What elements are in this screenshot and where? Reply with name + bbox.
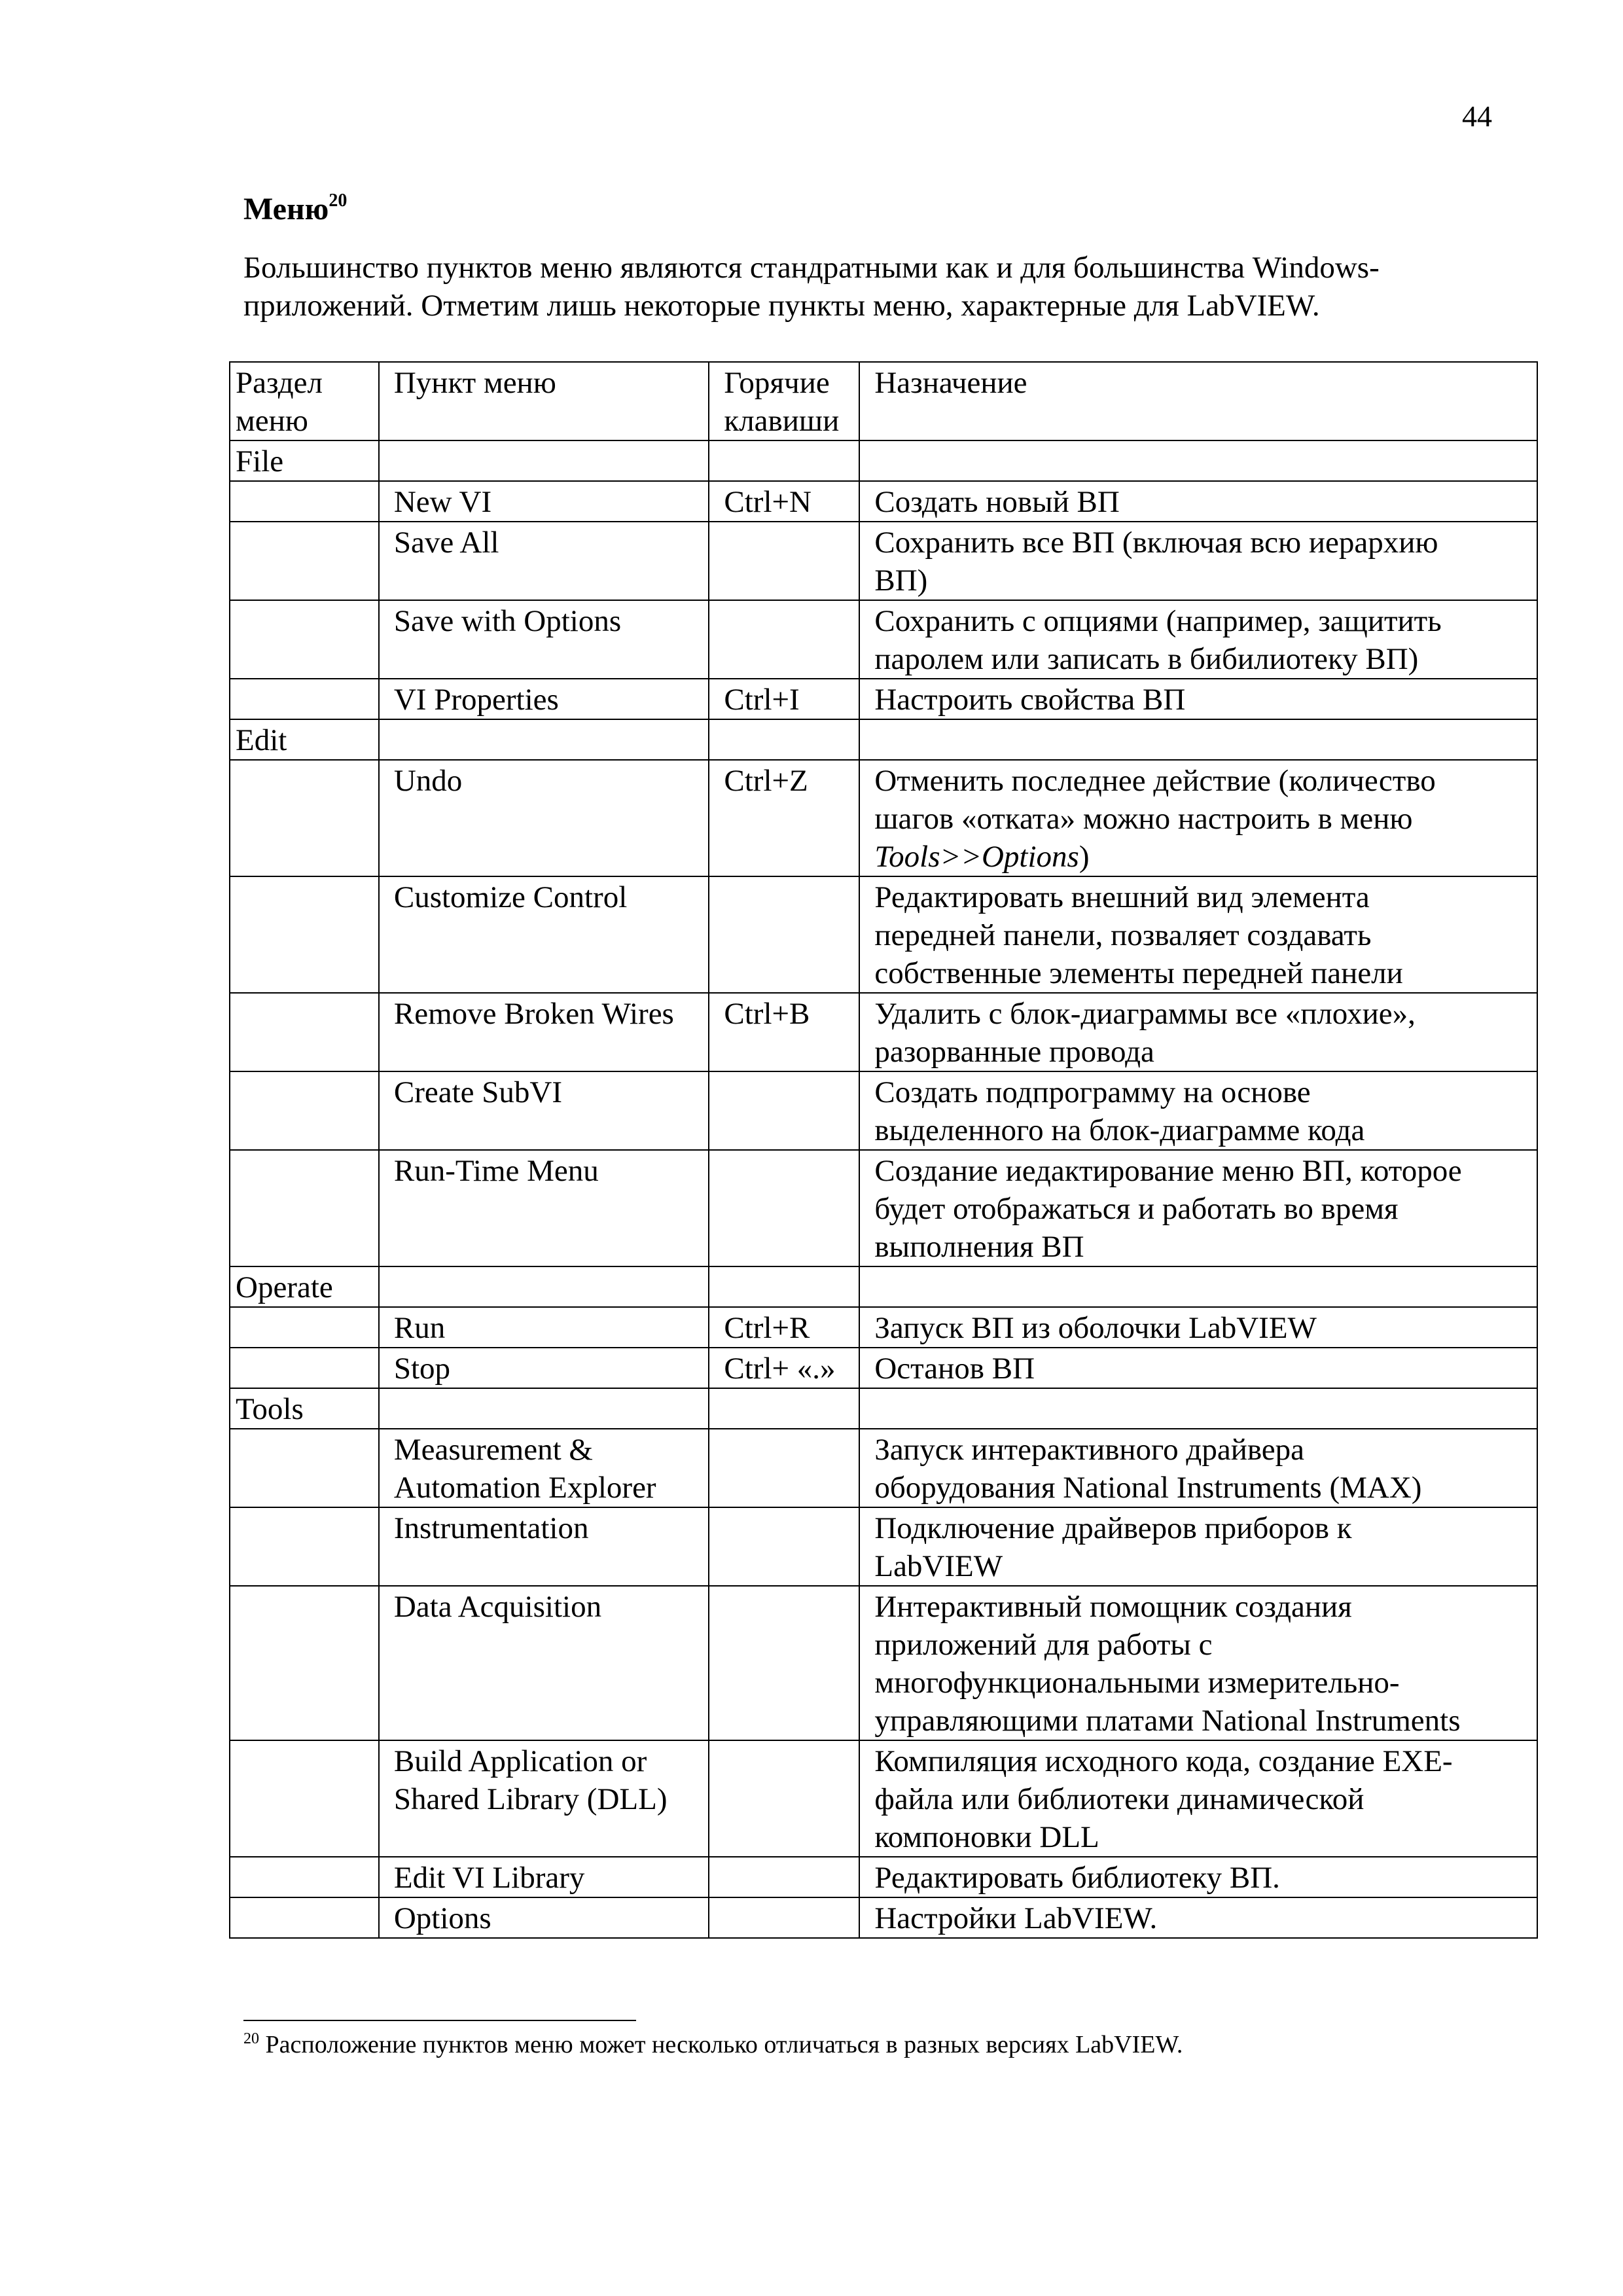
hotkey xyxy=(709,1429,859,1507)
hotkey: Ctrl+R xyxy=(709,1307,859,1348)
menu-item: VI Properties xyxy=(379,679,709,719)
purpose: Создание иедактирование меню ВП, которое будет отображаться и работать во время выполнения ВП xyxy=(859,1150,1537,1266)
purpose: Останов ВП xyxy=(859,1348,1537,1388)
purpose: Компиляция исходного кода, создание EXE- файла или библиотеки динамической компоновки DLL xyxy=(859,1740,1537,1857)
menu-item: Instrumentation xyxy=(379,1507,709,1586)
menu-item: Save All xyxy=(379,522,709,600)
hotkey: Ctrl+Z xyxy=(709,760,859,876)
table-row xyxy=(230,1307,1537,1348)
menu-item: Options xyxy=(379,1897,709,1938)
menu-item: Undo xyxy=(379,760,709,876)
purpose: Запуск интерактивного драйвера оборудования National Instruments (MAX) xyxy=(859,1429,1537,1507)
hotkey xyxy=(709,1897,859,1938)
page-number: 44 xyxy=(1462,99,1492,133)
section-row-operate xyxy=(230,1266,1537,1307)
table-row xyxy=(230,1740,1537,1857)
hotkey xyxy=(709,600,859,679)
section-row-tools xyxy=(230,1388,1537,1429)
table-row xyxy=(230,1150,1537,1266)
table-row xyxy=(230,1586,1537,1740)
table-row xyxy=(230,522,1537,600)
heading-title: Меню xyxy=(243,192,329,226)
section-row-edit xyxy=(230,719,1537,760)
table-row xyxy=(230,481,1537,522)
table-row xyxy=(230,760,1537,876)
menu-item: New VI xyxy=(379,481,709,522)
menu-item: Build Application or Shared Library (DLL) xyxy=(379,1740,709,1857)
intro-line: Большинство пунктов меню являются стандратными как и для большинства Windows- xyxy=(243,251,1380,285)
footnote xyxy=(243,2029,1183,2060)
header-section: Раздел меню xyxy=(230,362,379,440)
menu-item: Edit VI Library xyxy=(379,1857,709,1897)
purpose: Создать подпрограмму на основе выделенного на блок-диаграмме кода xyxy=(859,1071,1537,1150)
hotkey: Ctrl+I xyxy=(709,679,859,719)
section-label: Edit xyxy=(230,719,379,760)
header-hotkey: Горячие клавиши xyxy=(709,362,859,440)
hotkey xyxy=(709,876,859,993)
hotkey: Ctrl+N xyxy=(709,481,859,522)
table-row xyxy=(230,1507,1537,1586)
purpose: Отменить последнее действие (количество шагов «отката» можно настроить в меню Tools>>Options) xyxy=(859,760,1537,876)
table-row xyxy=(230,1071,1537,1150)
menu-path: Tools>>Options xyxy=(874,840,1079,874)
purpose: Создать новый ВП xyxy=(859,481,1537,522)
hotkey: Ctrl+ «.» xyxy=(709,1348,859,1388)
purpose: Сохранить все ВП (включая всю иерархию ВП) xyxy=(859,522,1537,600)
footnote-number: 20 xyxy=(243,2030,259,2047)
hotkey xyxy=(709,1507,859,1586)
hotkey xyxy=(709,1857,859,1897)
menu-item: Data Acquisition xyxy=(379,1586,709,1740)
table-row xyxy=(230,993,1537,1071)
table-row xyxy=(230,679,1537,719)
menu-item: Run xyxy=(379,1307,709,1348)
purpose: Подключение драйверов приборов к LabVIEW xyxy=(859,1507,1537,1586)
menu-item: Create SubVI xyxy=(379,1071,709,1150)
section-row-file xyxy=(230,440,1537,481)
hotkey xyxy=(709,1150,859,1266)
table-row xyxy=(230,1348,1537,1388)
section-label: Operate xyxy=(230,1266,379,1307)
menu-item: Save with Options xyxy=(379,600,709,679)
table-row xyxy=(230,1429,1537,1507)
footnote-reference: 20 xyxy=(329,190,348,211)
intro-paragraph xyxy=(243,249,1539,325)
menu-item: Customize Control xyxy=(379,876,709,993)
section-label: File xyxy=(230,440,379,481)
table-row xyxy=(230,1857,1537,1897)
hotkey xyxy=(709,522,859,600)
menu-item: Remove Broken Wires xyxy=(379,993,709,1071)
purpose: Редактировать внешний вид элемента передней панели, позваляет создавать собственные элементы передней панели xyxy=(859,876,1537,993)
purpose: Сохранить с опциями (например, защитить паролем или записать в бибилиотеку ВП) xyxy=(859,600,1537,679)
table-row xyxy=(230,600,1537,679)
menu-item: Stop xyxy=(379,1348,709,1388)
purpose: Настроить свойства ВП xyxy=(859,679,1537,719)
purpose: Редактировать библиотеку ВП. xyxy=(859,1857,1537,1897)
menu-item: Run-Time Menu xyxy=(379,1150,709,1266)
hotkey xyxy=(709,1071,859,1150)
section-label: Tools xyxy=(230,1388,379,1429)
footnote-divider xyxy=(243,2020,636,2021)
purpose: Настройки LabVIEW. xyxy=(859,1897,1537,1938)
header-item: Пункт меню xyxy=(379,362,709,440)
hotkey xyxy=(709,1586,859,1740)
header-purpose: Назначение xyxy=(859,362,1537,440)
menu-item: Measurement & Automation Explorer xyxy=(379,1429,709,1507)
table-row xyxy=(230,1897,1537,1938)
section-heading xyxy=(243,190,347,229)
purpose: Интерактивный помощник создания приложений для работы с многофункциональными измерительно- управляющими платами National Instruments xyxy=(859,1586,1537,1740)
purpose: Запуск ВП из оболочки LabVIEW xyxy=(859,1307,1537,1348)
table-row xyxy=(230,876,1537,993)
intro-line: приложений. Отметим лишь некоторые пункты меню, характерные для LabVIEW. xyxy=(243,289,1320,323)
menu-table xyxy=(229,361,1538,1939)
table-header-row xyxy=(230,362,1537,440)
footnote-text: Расположение пунктов меню может несколько отличаться в разных версиях LabVIEW. xyxy=(265,2031,1183,2058)
purpose: Удалить с блок-диаграммы все «плохие», разорванные провода xyxy=(859,993,1537,1071)
hotkey: Ctrl+B xyxy=(709,993,859,1071)
hotkey xyxy=(709,1740,859,1857)
